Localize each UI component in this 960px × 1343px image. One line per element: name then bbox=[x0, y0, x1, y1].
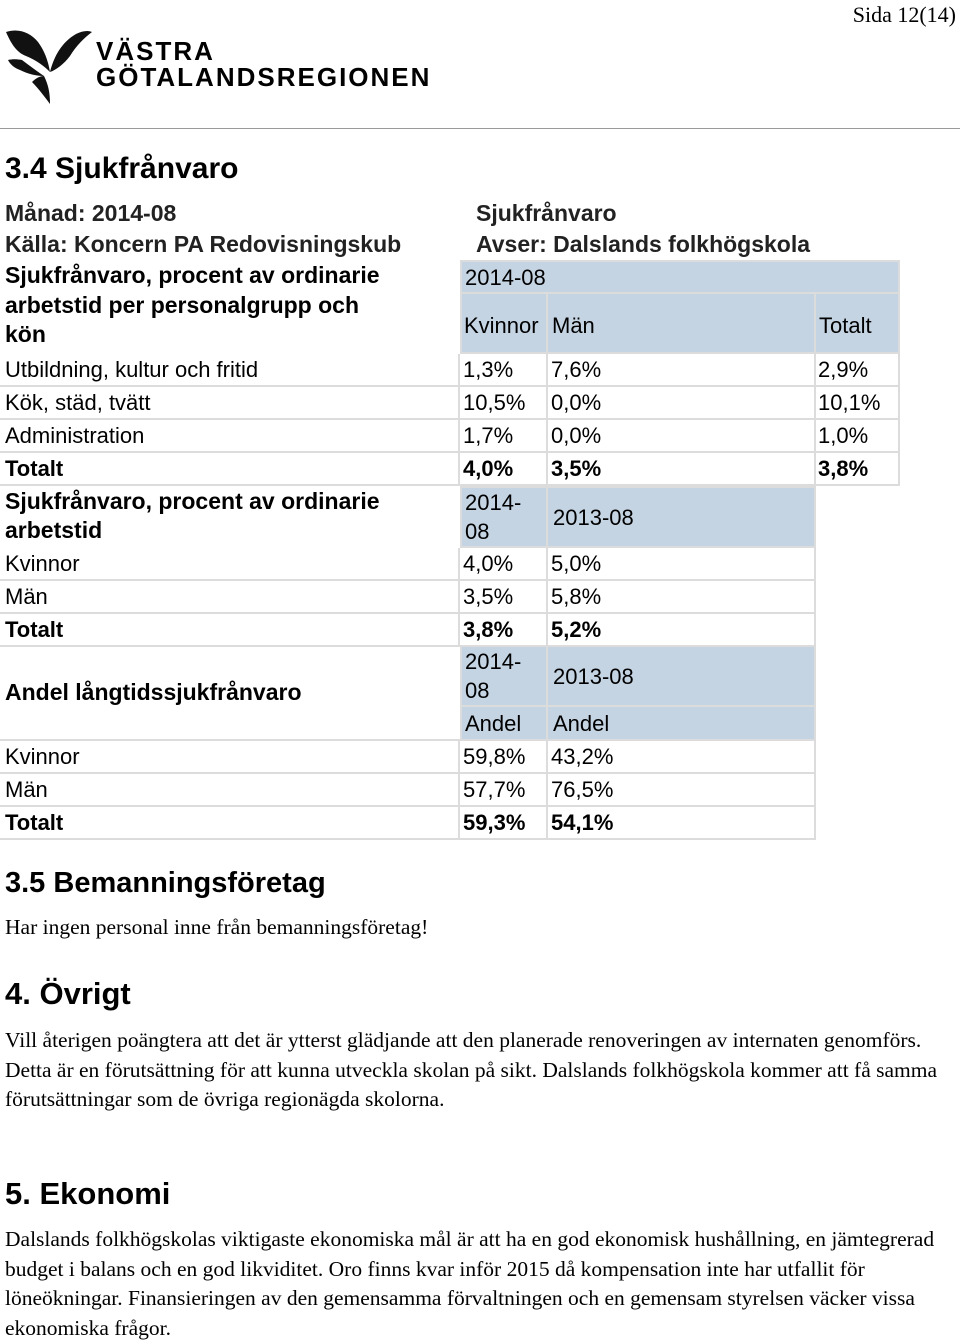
table-cell: 59,3% bbox=[460, 807, 548, 840]
header-divider bbox=[0, 128, 960, 129]
table-row-label: Utbildning, kultur och fritid bbox=[0, 354, 460, 387]
table1-title-line1: Sjukfrånvaro, procent av ordinarie bbox=[5, 262, 380, 288]
table-cell: 3,5% bbox=[548, 453, 816, 486]
table2-col1-line1: 2014- bbox=[465, 490, 522, 515]
subject-label: Sjukfrånvaro bbox=[476, 200, 617, 226]
table1-title-line2: arbetstid per personalgrupp och bbox=[5, 292, 359, 319]
table1-col-header: Kvinnor bbox=[460, 292, 548, 354]
logo-text-line1: VÄSTRA bbox=[96, 36, 215, 66]
table3-col1-line1: 2014- bbox=[465, 649, 522, 674]
table-cell: 1,3% bbox=[460, 354, 548, 387]
section-5-title: 5. Ekonomi bbox=[5, 1176, 171, 1211]
table2-col-header-2014 bbox=[460, 486, 548, 548]
table3-sub-header: Andel bbox=[546, 705, 816, 741]
table-cell: 4,0% bbox=[460, 453, 548, 486]
table3-title: Andel långtidssjukfrånvaro bbox=[5, 679, 302, 705]
table2-col-header-2013: 2013-08 bbox=[546, 486, 816, 548]
vastra-gotalandsregionen-logo bbox=[4, 26, 432, 110]
regarding-label: Avser: Dalslands folkhögskola bbox=[476, 231, 811, 257]
table-row-label: Administration bbox=[0, 420, 460, 453]
table-row-label: Kök, städ, tvätt bbox=[0, 387, 460, 420]
table-cell: 76,5% bbox=[548, 774, 816, 807]
table2-title bbox=[5, 488, 460, 548]
table-cell: 3,5% bbox=[460, 581, 548, 614]
table-cell: 2,9% bbox=[816, 354, 900, 387]
table-row-label: Totalt bbox=[0, 453, 460, 486]
table3-col-header-2014 bbox=[460, 645, 548, 707]
logo-emblem-icon bbox=[4, 26, 94, 106]
table-cell: 57,7% bbox=[460, 774, 548, 807]
table-cell: 54,1% bbox=[548, 807, 816, 840]
table-cell: 10,1% bbox=[816, 387, 900, 420]
table-cell: 7,6% bbox=[548, 354, 816, 387]
table-cell: 1,7% bbox=[460, 420, 548, 453]
table1-title bbox=[5, 262, 460, 354]
table-row-label: Män bbox=[0, 581, 460, 614]
section-3-4-title: 3.4 Sjukfrånvaro bbox=[5, 152, 239, 185]
table-row-label: Totalt bbox=[0, 614, 460, 647]
source-label: Källa: Koncern PA Redovisningskub bbox=[5, 231, 402, 257]
table-cell: 5,8% bbox=[548, 581, 816, 614]
table-cell: 3,8% bbox=[460, 614, 548, 647]
table1-title-line3: kön bbox=[5, 320, 46, 347]
table1-col-header: Män bbox=[546, 292, 816, 354]
table-cell: 0,0% bbox=[548, 387, 816, 420]
section-5-text: Dalslands folkhögskolas viktigaste ekonomiska mål är att ha en god ekonomisk hushållning, en jämtegrerad budget i balans och en god likviditet. Oro finns kvar inför 2015 då kompensation inte har utfallit för löneökningar. Finansieringen av den gemensamma förvaltningen och en gemensam styrelsen väcker vissa ekonomiska frågor. bbox=[5, 1227, 935, 1340]
table-cell: 10,5% bbox=[460, 387, 548, 420]
table3-col1-line2: 08 bbox=[465, 678, 490, 704]
table2-col1-line2: 08 bbox=[465, 519, 490, 545]
table-cell: 5,2% bbox=[548, 614, 816, 647]
table-cell: 5,0% bbox=[548, 548, 816, 581]
logo-text-line2: GÖTALANDSREGIONEN bbox=[96, 62, 432, 92]
table-cell: 4,0% bbox=[460, 548, 548, 581]
table-cell: 1,0% bbox=[816, 420, 900, 453]
table-cell: 59,8% bbox=[460, 741, 548, 774]
table-cell: 43,2% bbox=[548, 741, 816, 774]
section-4-text: Vill återigen poängtera att det är ytterst glädjande att den planerade renoveringen av internaten genomförs. Detta är en förutsättning för att kunna utveckla skolan på sikt. Dalslands folkhögskola kommer att få samma förutsättningar som de övriga regionägda skolorna. bbox=[5, 1028, 938, 1111]
table-cell: 3,8% bbox=[816, 453, 900, 486]
section-4-title: 4. Övrigt bbox=[5, 976, 131, 1011]
table-row-label: Kvinnor bbox=[0, 548, 460, 581]
table3-col-header-2013: 2013-08 bbox=[546, 645, 816, 707]
section-3-5-title: 3.5 Bemanningsföretag bbox=[5, 867, 326, 899]
table1-col-header: Totalt bbox=[814, 292, 900, 354]
table-row-label: Kvinnor bbox=[0, 741, 460, 774]
section-3-5-text: Har ingen personal inne från bemanningsföretag! bbox=[5, 915, 429, 939]
table-row-label: Totalt bbox=[0, 807, 460, 840]
month-label: Månad: 2014-08 bbox=[5, 200, 177, 226]
table-row-label: Män bbox=[0, 774, 460, 807]
table3-sub-header: Andel bbox=[460, 705, 548, 741]
table1-period-header: 2014-08 bbox=[460, 260, 900, 294]
page-number: Sida 12(14) bbox=[852, 2, 956, 27]
table2-title-line2: arbetstid bbox=[5, 517, 103, 544]
table-cell: 0,0% bbox=[548, 420, 816, 453]
table2-title-line1: Sjukfrånvaro, procent av ordinarie bbox=[5, 488, 380, 514]
